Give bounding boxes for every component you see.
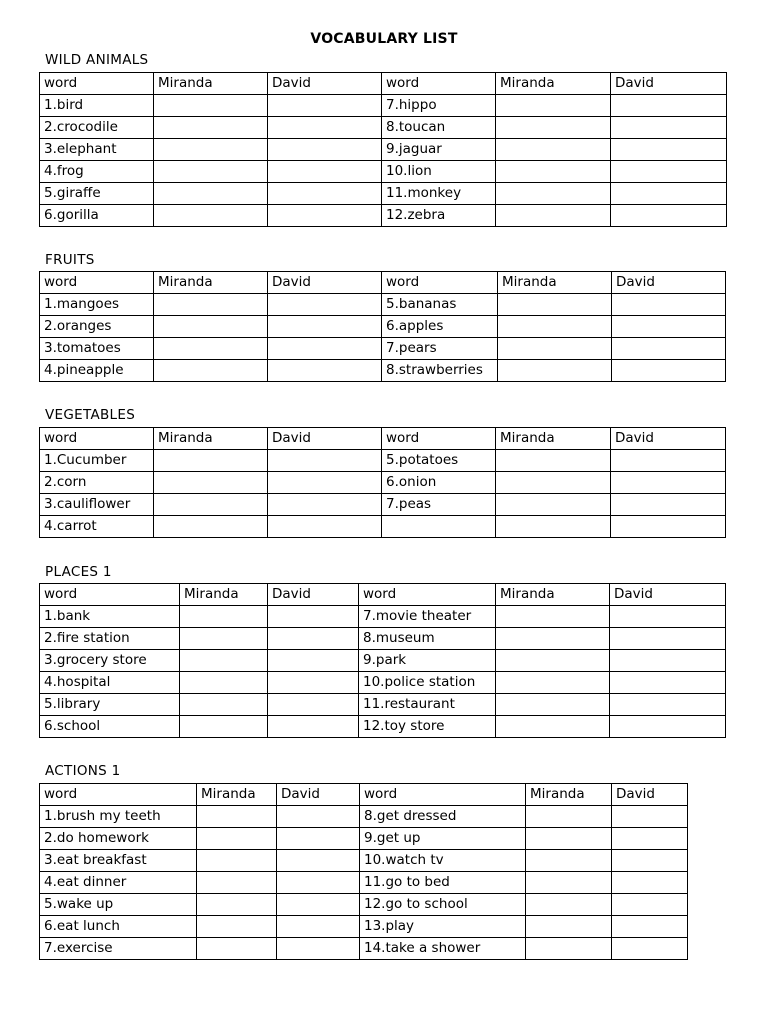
david-cell bbox=[611, 139, 727, 161]
word-cell: 7.pears bbox=[382, 338, 498, 360]
david-cell bbox=[268, 650, 359, 672]
word-cell: 7.peas bbox=[382, 494, 496, 516]
word-cell: 4.eat dinner bbox=[40, 872, 197, 894]
column-header: David bbox=[268, 428, 382, 450]
miranda-cell bbox=[526, 916, 612, 938]
column-header: word bbox=[360, 784, 526, 806]
column-header: word bbox=[359, 584, 496, 606]
david-cell bbox=[277, 894, 360, 916]
david-cell bbox=[611, 494, 726, 516]
word-cell: 10.police station bbox=[359, 672, 496, 694]
word-cell: 4.carrot bbox=[40, 516, 154, 538]
column-header: Miranda bbox=[197, 784, 277, 806]
miranda-cell bbox=[496, 472, 611, 494]
miranda-cell bbox=[526, 828, 612, 850]
word-cell: 4.frog bbox=[40, 161, 154, 183]
column-header: word bbox=[382, 428, 496, 450]
miranda-cell bbox=[496, 694, 610, 716]
word-cell: 2.fire station bbox=[40, 628, 180, 650]
miranda-cell bbox=[154, 516, 268, 538]
david-cell bbox=[610, 628, 726, 650]
david-cell bbox=[610, 694, 726, 716]
table-row bbox=[40, 938, 688, 960]
miranda-cell bbox=[180, 606, 268, 628]
word-cell: 7.exercise bbox=[40, 938, 197, 960]
word-cell: 9.park bbox=[359, 650, 496, 672]
miranda-cell bbox=[498, 338, 612, 360]
word-cell: 11.go to bed bbox=[360, 872, 526, 894]
word-cell: 6.school bbox=[40, 716, 180, 738]
word-cell: 3.cauliflower bbox=[40, 494, 154, 516]
word-cell: 1.Cucumber bbox=[40, 450, 154, 472]
miranda-cell bbox=[197, 894, 277, 916]
word-cell: 3.elephant bbox=[40, 139, 154, 161]
table-row bbox=[40, 606, 726, 628]
david-cell bbox=[610, 672, 726, 694]
david-cell bbox=[612, 338, 726, 360]
table-row bbox=[40, 806, 688, 828]
table-row bbox=[40, 117, 727, 139]
table-row bbox=[40, 672, 726, 694]
david-cell bbox=[268, 316, 382, 338]
section-wild-animals-heading: WILD ANIMALS bbox=[45, 52, 149, 68]
miranda-cell bbox=[154, 117, 268, 139]
section-places-1-heading: PLACES 1 bbox=[45, 564, 112, 580]
table-row bbox=[40, 694, 726, 716]
word-cell: 12.zebra bbox=[382, 205, 496, 227]
word-cell: 5.giraffe bbox=[40, 183, 154, 205]
miranda-cell bbox=[197, 806, 277, 828]
table-row bbox=[40, 716, 726, 738]
david-cell bbox=[277, 916, 360, 938]
column-header: word bbox=[40, 428, 154, 450]
david-cell bbox=[268, 516, 382, 538]
word-cell: 7.movie theater bbox=[359, 606, 496, 628]
column-header: David bbox=[611, 428, 726, 450]
david-cell bbox=[612, 850, 688, 872]
table-row bbox=[40, 650, 726, 672]
section-vegetables-table bbox=[39, 427, 726, 538]
david-cell bbox=[268, 606, 359, 628]
column-header: Miranda bbox=[154, 73, 268, 95]
word-cell: 2.do homework bbox=[40, 828, 197, 850]
miranda-cell bbox=[496, 494, 611, 516]
word-cell: 4.hospital bbox=[40, 672, 180, 694]
column-header: Miranda bbox=[154, 428, 268, 450]
column-header: word bbox=[40, 73, 154, 95]
table-row bbox=[40, 450, 726, 472]
section-vegetables-heading: VEGETABLES bbox=[45, 407, 136, 423]
word-cell: 2.corn bbox=[40, 472, 154, 494]
miranda-cell bbox=[496, 628, 610, 650]
word-cell: 6.apples bbox=[382, 316, 498, 338]
word-cell: 12.toy store bbox=[359, 716, 496, 738]
column-header: Miranda bbox=[496, 428, 611, 450]
column-header: word bbox=[40, 784, 197, 806]
miranda-cell bbox=[496, 450, 611, 472]
column-header: Miranda bbox=[498, 272, 612, 294]
miranda-cell bbox=[180, 628, 268, 650]
david-cell bbox=[610, 606, 726, 628]
word-cell: 1.bank bbox=[40, 606, 180, 628]
david-cell bbox=[612, 806, 688, 828]
word-cell: 1.mangoes bbox=[40, 294, 154, 316]
miranda-cell bbox=[180, 716, 268, 738]
word-cell: 9.jaguar bbox=[382, 139, 496, 161]
david-cell bbox=[611, 183, 727, 205]
david-cell bbox=[277, 938, 360, 960]
david-cell bbox=[268, 183, 382, 205]
david-cell bbox=[611, 450, 726, 472]
miranda-cell bbox=[180, 672, 268, 694]
miranda-cell bbox=[496, 205, 611, 227]
david-cell bbox=[268, 205, 382, 227]
word-cell: 3.grocery store bbox=[40, 650, 180, 672]
miranda-cell bbox=[154, 95, 268, 117]
miranda-cell bbox=[496, 161, 611, 183]
miranda-cell bbox=[496, 95, 611, 117]
table-row bbox=[40, 360, 726, 382]
word-cell: 13.play bbox=[360, 916, 526, 938]
david-cell bbox=[268, 161, 382, 183]
david-cell bbox=[268, 360, 382, 382]
table-row bbox=[40, 161, 727, 183]
miranda-cell bbox=[496, 650, 610, 672]
miranda-cell bbox=[496, 139, 611, 161]
word-cell: 10.lion bbox=[382, 161, 496, 183]
column-header: David bbox=[612, 272, 726, 294]
miranda-cell bbox=[180, 694, 268, 716]
miranda-cell bbox=[154, 472, 268, 494]
column-header: Miranda bbox=[526, 784, 612, 806]
column-header: word bbox=[382, 73, 496, 95]
david-cell bbox=[277, 872, 360, 894]
table-row bbox=[40, 205, 727, 227]
table-row bbox=[40, 894, 688, 916]
miranda-cell bbox=[154, 494, 268, 516]
david-cell bbox=[612, 894, 688, 916]
page-title: VOCABULARY LIST bbox=[310, 31, 458, 47]
section-actions-1-heading: ACTIONS 1 bbox=[45, 763, 121, 779]
miranda-cell bbox=[197, 938, 277, 960]
miranda-cell bbox=[498, 316, 612, 338]
miranda-cell bbox=[154, 338, 268, 360]
column-header: Miranda bbox=[496, 73, 611, 95]
column-header: David bbox=[268, 272, 382, 294]
table-header-row bbox=[40, 73, 727, 95]
miranda-cell bbox=[154, 183, 268, 205]
word-cell: 6.eat lunch bbox=[40, 916, 197, 938]
word-cell: 6.onion bbox=[382, 472, 496, 494]
miranda-cell bbox=[154, 161, 268, 183]
david-cell bbox=[268, 450, 382, 472]
column-header: David bbox=[610, 584, 726, 606]
word-cell: 9.get up bbox=[360, 828, 526, 850]
david-cell bbox=[268, 294, 382, 316]
word-cell: 12.go to school bbox=[360, 894, 526, 916]
word-cell: 8.strawberries bbox=[382, 360, 498, 382]
word-cell bbox=[382, 516, 496, 538]
table-row bbox=[40, 916, 688, 938]
miranda-cell bbox=[526, 938, 612, 960]
word-cell: 3.tomatoes bbox=[40, 338, 154, 360]
miranda-cell bbox=[154, 450, 268, 472]
david-cell bbox=[268, 95, 382, 117]
word-cell: 5.bananas bbox=[382, 294, 498, 316]
david-cell bbox=[612, 916, 688, 938]
david-cell bbox=[612, 872, 688, 894]
column-header: word bbox=[382, 272, 498, 294]
column-header: Miranda bbox=[154, 272, 268, 294]
miranda-cell bbox=[180, 650, 268, 672]
david-cell bbox=[611, 95, 727, 117]
word-cell: 2.oranges bbox=[40, 316, 154, 338]
miranda-cell bbox=[526, 872, 612, 894]
david-cell bbox=[611, 205, 727, 227]
table-row bbox=[40, 294, 726, 316]
miranda-cell bbox=[496, 183, 611, 205]
miranda-cell bbox=[498, 360, 612, 382]
word-cell: 7.hippo bbox=[382, 95, 496, 117]
david-cell bbox=[610, 716, 726, 738]
david-cell bbox=[277, 828, 360, 850]
david-cell bbox=[612, 938, 688, 960]
section-wild-animals-table bbox=[39, 72, 727, 227]
miranda-cell bbox=[496, 606, 610, 628]
table-header-row bbox=[40, 428, 726, 450]
miranda-cell bbox=[496, 716, 610, 738]
miranda-cell bbox=[496, 516, 611, 538]
column-header: David bbox=[268, 73, 382, 95]
david-cell bbox=[268, 338, 382, 360]
table-header-row bbox=[40, 584, 726, 606]
word-cell: 1.brush my teeth bbox=[40, 806, 197, 828]
table-row bbox=[40, 850, 688, 872]
word-cell: 8.get dressed bbox=[360, 806, 526, 828]
table-row bbox=[40, 516, 726, 538]
miranda-cell bbox=[154, 139, 268, 161]
word-cell: 14.take a shower bbox=[360, 938, 526, 960]
word-cell: 3.eat breakfast bbox=[40, 850, 197, 872]
david-cell bbox=[268, 716, 359, 738]
table-row bbox=[40, 139, 727, 161]
miranda-cell bbox=[197, 828, 277, 850]
word-cell: 8.toucan bbox=[382, 117, 496, 139]
miranda-cell bbox=[496, 672, 610, 694]
miranda-cell bbox=[197, 872, 277, 894]
table-row bbox=[40, 628, 726, 650]
column-header: Miranda bbox=[496, 584, 610, 606]
word-cell: 11.monkey bbox=[382, 183, 496, 205]
david-cell bbox=[612, 294, 726, 316]
table-row bbox=[40, 494, 726, 516]
word-cell: 1.bird bbox=[40, 95, 154, 117]
table-header-row bbox=[40, 272, 726, 294]
miranda-cell bbox=[197, 850, 277, 872]
table-header-row bbox=[40, 784, 688, 806]
miranda-cell bbox=[526, 894, 612, 916]
miranda-cell bbox=[154, 294, 268, 316]
column-header: David bbox=[612, 784, 688, 806]
word-cell: 8.museum bbox=[359, 628, 496, 650]
david-cell bbox=[277, 806, 360, 828]
word-cell: 6.gorilla bbox=[40, 205, 154, 227]
david-cell bbox=[611, 161, 727, 183]
word-cell: 5.library bbox=[40, 694, 180, 716]
section-actions-1-table bbox=[39, 783, 688, 960]
david-cell bbox=[277, 850, 360, 872]
david-cell bbox=[612, 316, 726, 338]
section-fruits-heading: FRUITS bbox=[45, 252, 95, 268]
section-fruits-table bbox=[39, 271, 726, 382]
miranda-cell bbox=[197, 916, 277, 938]
david-cell bbox=[610, 650, 726, 672]
word-cell: 5.potatoes bbox=[382, 450, 496, 472]
word-cell: 4.pineapple bbox=[40, 360, 154, 382]
miranda-cell bbox=[154, 360, 268, 382]
miranda-cell bbox=[496, 117, 611, 139]
table-row bbox=[40, 828, 688, 850]
miranda-cell bbox=[526, 850, 612, 872]
david-cell bbox=[611, 472, 726, 494]
miranda-cell bbox=[498, 294, 612, 316]
column-header: David bbox=[277, 784, 360, 806]
column-header: Miranda bbox=[180, 584, 268, 606]
miranda-cell bbox=[154, 316, 268, 338]
miranda-cell bbox=[526, 806, 612, 828]
table-row bbox=[40, 338, 726, 360]
david-cell bbox=[268, 628, 359, 650]
column-header: David bbox=[611, 73, 727, 95]
david-cell bbox=[268, 139, 382, 161]
word-cell: 2.crocodile bbox=[40, 117, 154, 139]
column-header: David bbox=[268, 584, 359, 606]
david-cell bbox=[612, 828, 688, 850]
word-cell: 11.restaurant bbox=[359, 694, 496, 716]
column-header: word bbox=[40, 584, 180, 606]
david-cell bbox=[611, 516, 726, 538]
table-row bbox=[40, 95, 727, 117]
word-cell: 5.wake up bbox=[40, 894, 197, 916]
table-row bbox=[40, 872, 688, 894]
column-header: word bbox=[40, 272, 154, 294]
miranda-cell bbox=[154, 205, 268, 227]
word-cell: 10.watch tv bbox=[360, 850, 526, 872]
david-cell bbox=[268, 494, 382, 516]
david-cell bbox=[612, 360, 726, 382]
david-cell bbox=[268, 672, 359, 694]
david-cell bbox=[268, 694, 359, 716]
table-row bbox=[40, 183, 727, 205]
david-cell bbox=[268, 472, 382, 494]
table-row bbox=[40, 316, 726, 338]
section-places-1-table bbox=[39, 583, 726, 738]
table-row bbox=[40, 472, 726, 494]
david-cell bbox=[268, 117, 382, 139]
david-cell bbox=[611, 117, 727, 139]
